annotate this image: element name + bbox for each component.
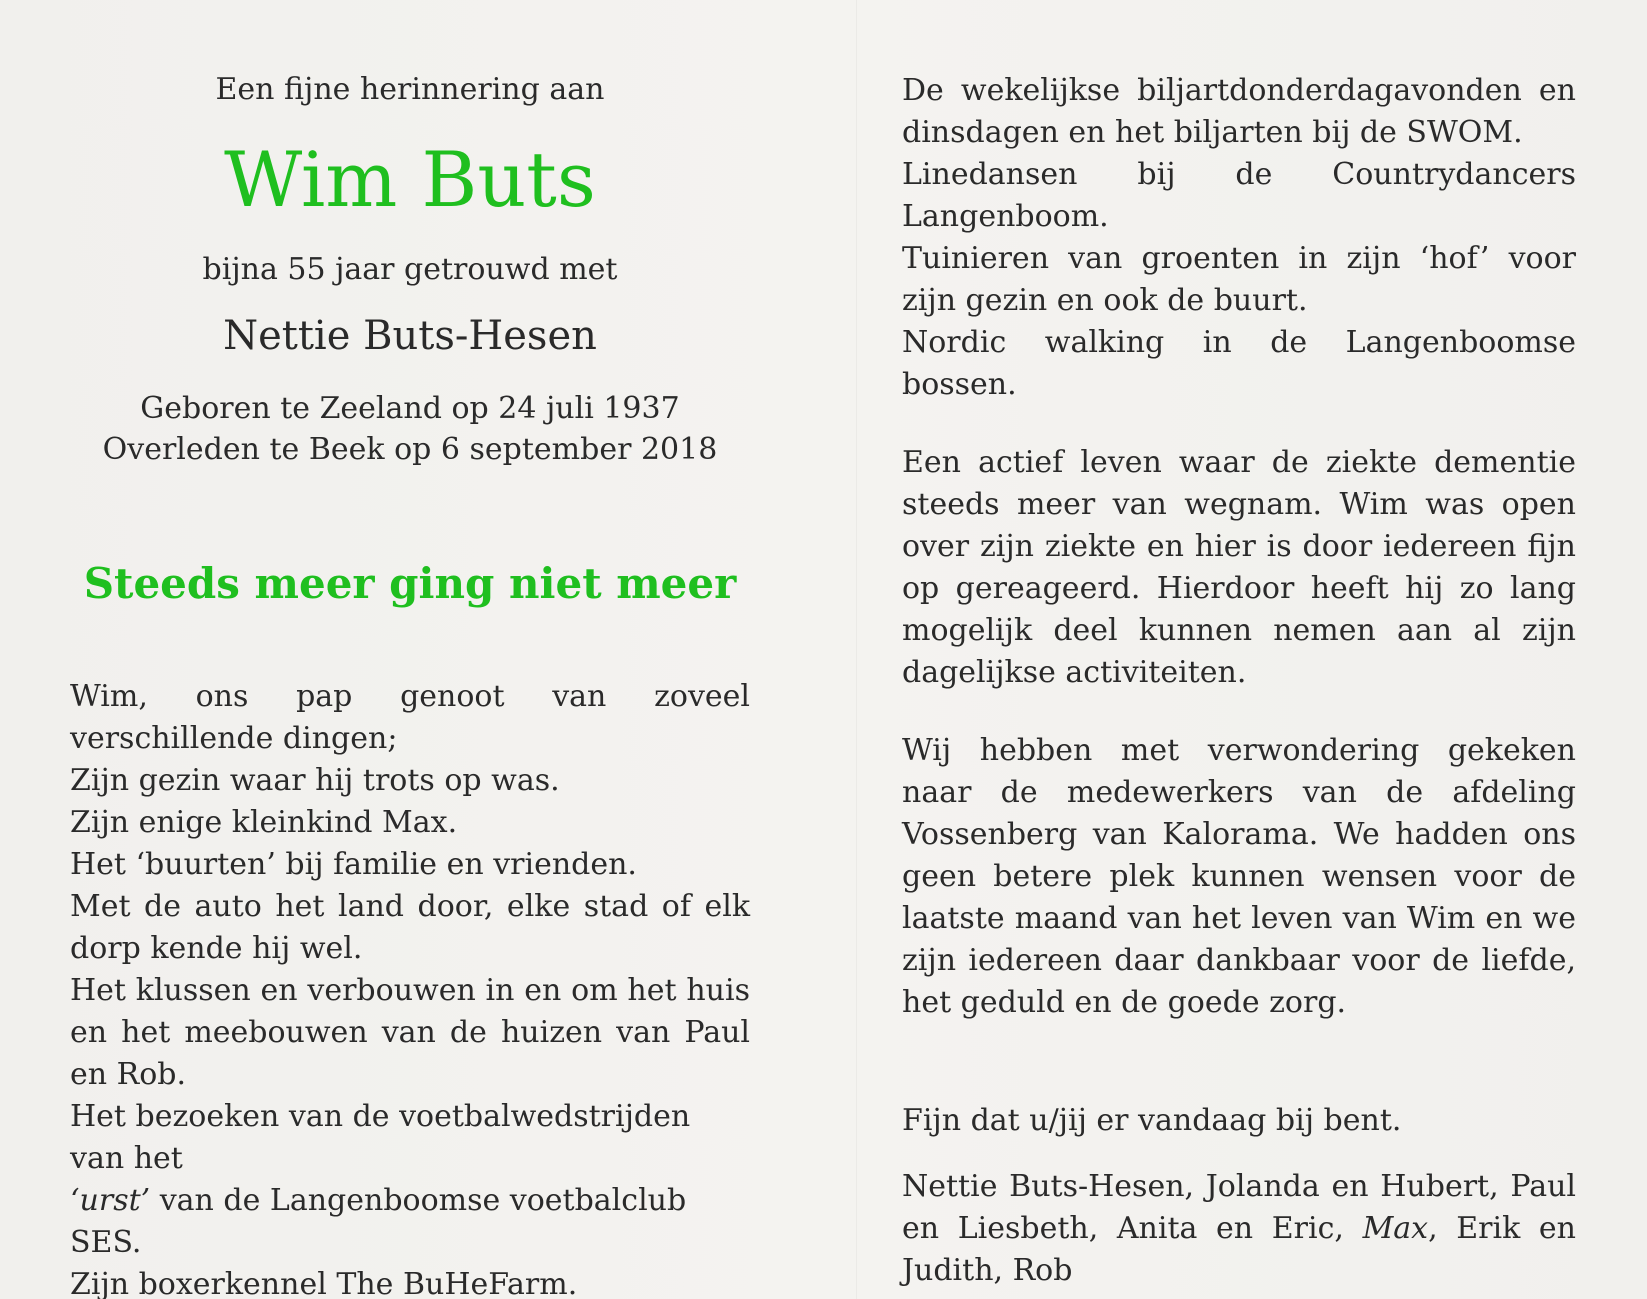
memory-line: Het ‘buurten’ bij familie en vrienden. bbox=[70, 847, 637, 882]
signature-names-end: , Erik en Judith, Rob bbox=[902, 1211, 1576, 1288]
birth-line: Geboren te Zeeland op 24 juli 1937 bbox=[140, 391, 680, 426]
welcome-line: Fijn dat u/jij er vandaag bij bent. bbox=[902, 1103, 1402, 1138]
memory-line bbox=[70, 1096, 750, 1264]
signature bbox=[902, 1166, 1576, 1292]
thanks-paragraph: Wij hebben met verwondering gekeken naar de medewerkers van de afdeling Vossenberg van Kalorama. We hadden ons geen betere plek kunnen wensen voor de laatste maand van het leven van Wim en we zijn iedereen daar dankbaar voor de liefde, het geduld en de goede zorg. bbox=[902, 733, 1576, 1020]
memories-list bbox=[70, 676, 750, 1299]
memory-line: Wim, ons pap genoot van zoveel verschillende dingen; bbox=[70, 679, 750, 756]
memory-text: Het bezoeken van de voetbalwedstrijden van het bbox=[70, 1099, 691, 1176]
memory-text: van de Langenboomse voetbalclub SES. bbox=[70, 1183, 687, 1260]
hobby-line: De wekelijkse biljartdonderdagavonden en dinsdagen en het biljarten bij de SWOM. bbox=[902, 73, 1576, 150]
memory-line: Zijn gezin waar hij trots op was. bbox=[70, 763, 560, 798]
hobbies-list bbox=[902, 70, 1576, 406]
signature-names: Nettie Buts-Hesen, Jolanda en Hubert, Paul en Liesbeth, Anita en Eric, bbox=[902, 1169, 1576, 1246]
right-panel bbox=[902, 70, 1576, 1292]
subtitle: Steeds meer ging niet meer bbox=[83, 559, 737, 608]
fold-line bbox=[856, 0, 857, 1299]
memory-line: Zijn enige kleinkind Max. bbox=[70, 805, 458, 840]
spouse-name: Nettie Buts-Hesen bbox=[223, 313, 597, 359]
hobby-line: Nordic walking in de Langenboomse bossen. bbox=[902, 325, 1576, 402]
signature-grandchild: Max bbox=[1362, 1211, 1429, 1246]
dementia-paragraph: Een actief leven waar de ziekte dementie steeds meer van wegnam. Wim was open over zijn ziekte en hier is door iedereen fijn op gereageerd. Hierdoor heeft hij zo lang mogelijk deel kunnen nemen aan al zijn dagelijkse activiteiten. bbox=[902, 445, 1576, 690]
deceased-name: Wim Buts bbox=[224, 135, 596, 224]
intro-text: Een fijne herinnering aan bbox=[215, 72, 605, 107]
urst-word: ‘urst’ bbox=[70, 1183, 151, 1218]
left-panel bbox=[70, 70, 750, 1299]
death-line: Overleden te Beek op 6 september 2018 bbox=[102, 432, 718, 467]
memory-line: Met de auto het land door, elke stad of elk dorp kende hij wel. bbox=[70, 889, 750, 966]
hobby-line: Tuinieren van groenten in zijn ‘hof’ voor zijn gezin en ook de buurt. bbox=[902, 241, 1576, 318]
married-text: bijna 55 jaar getrouwd met bbox=[202, 252, 618, 287]
hobby-line: Linedansen bij de Countrydancers Langenboom. bbox=[902, 157, 1576, 234]
memory-line: Zijn boxerkennel The BuHeFarm. bbox=[70, 1267, 578, 1299]
memory-line: Het klussen en verbouwen in en om het huis en het meebouwen van de huizen van Paul en Rob. bbox=[70, 973, 750, 1092]
